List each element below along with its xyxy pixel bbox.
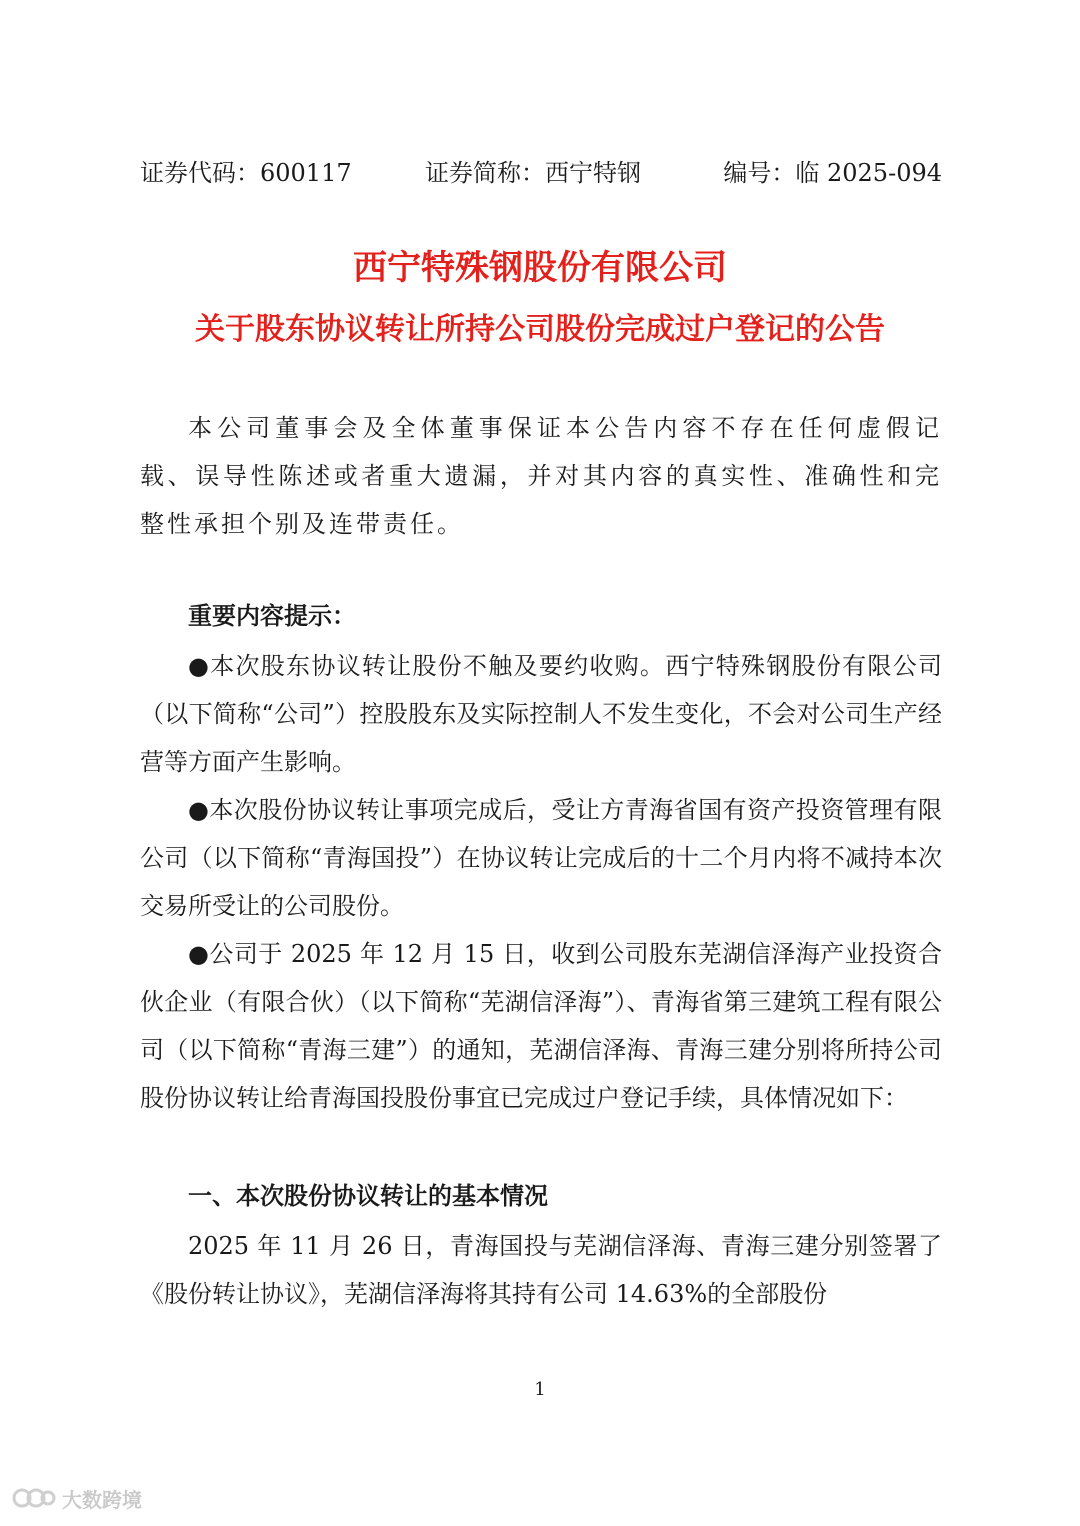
key-points-heading: 重要内容提示： [188, 601, 356, 630]
announcement-title: 关于股东协议转让所持公司股份完成过户登记的公告 [195, 312, 885, 347]
key-point-2: ●本次股份协议转让事项完成后，受让方青海省国有资产投资管理有限公司（以下简称“青海国投”）在协议转让完成后的十二个月内将不减持本次交易所受让的公司股份。 [140, 796, 942, 920]
stock-code: 证券代码：600117 [140, 159, 352, 187]
stock-abbreviation: 证券简称：西宁特钢 [425, 159, 641, 187]
key-point-3: ●公司于 2025 年 12 月 15 日，收到公司股东芜湖信泽海产业投资合伙企业（有限合伙）（以下简称“芜湖信泽海”）、青海省第三建筑工程有限公司（以下简称“青海三建”）的通知，芜湖信泽海、青海三建分别将所持公司股份协议转让给青海国投股份事宜已完成过户登记手续，具体情况如下： [140, 940, 942, 1112]
watermark-text: 大数跨境 [62, 1487, 142, 1512]
watermark [12, 1482, 142, 1514]
key-point-1: ●本次股东协议转让股份不触及要约收购。西宁特殊钢股份有限公司（以下简称“公司”）控股股东及实际控制人不发生变化，不会对公司生产经营等方面产生影响。 [140, 652, 942, 776]
company-title: 西宁特殊钢股份有限公司 [353, 248, 727, 288]
document-header [140, 156, 942, 190]
watermark-logo-icon [12, 1485, 56, 1511]
page-number: 1 [534, 1379, 546, 1400]
section-1-heading: 一、本次股份协议转让的基本情况 [188, 1181, 548, 1210]
board-statement: 本公司董事会及全体董事保证本公告内容不存在任何虚假记载、误导性陈述或者重大遗漏，并对其内容的真实性、准确性和完整性承担个别及连带责任。 [140, 414, 942, 538]
announcement-number: 编号：临 2025-094 [723, 159, 942, 187]
section-1-text: 2025 年 11 月 26 日，青海国投与芜湖信泽海、青海三建分别签署了《股份转让协议》，芜湖信泽海将其持有公司 14.63%的全部股份 [140, 1232, 942, 1308]
